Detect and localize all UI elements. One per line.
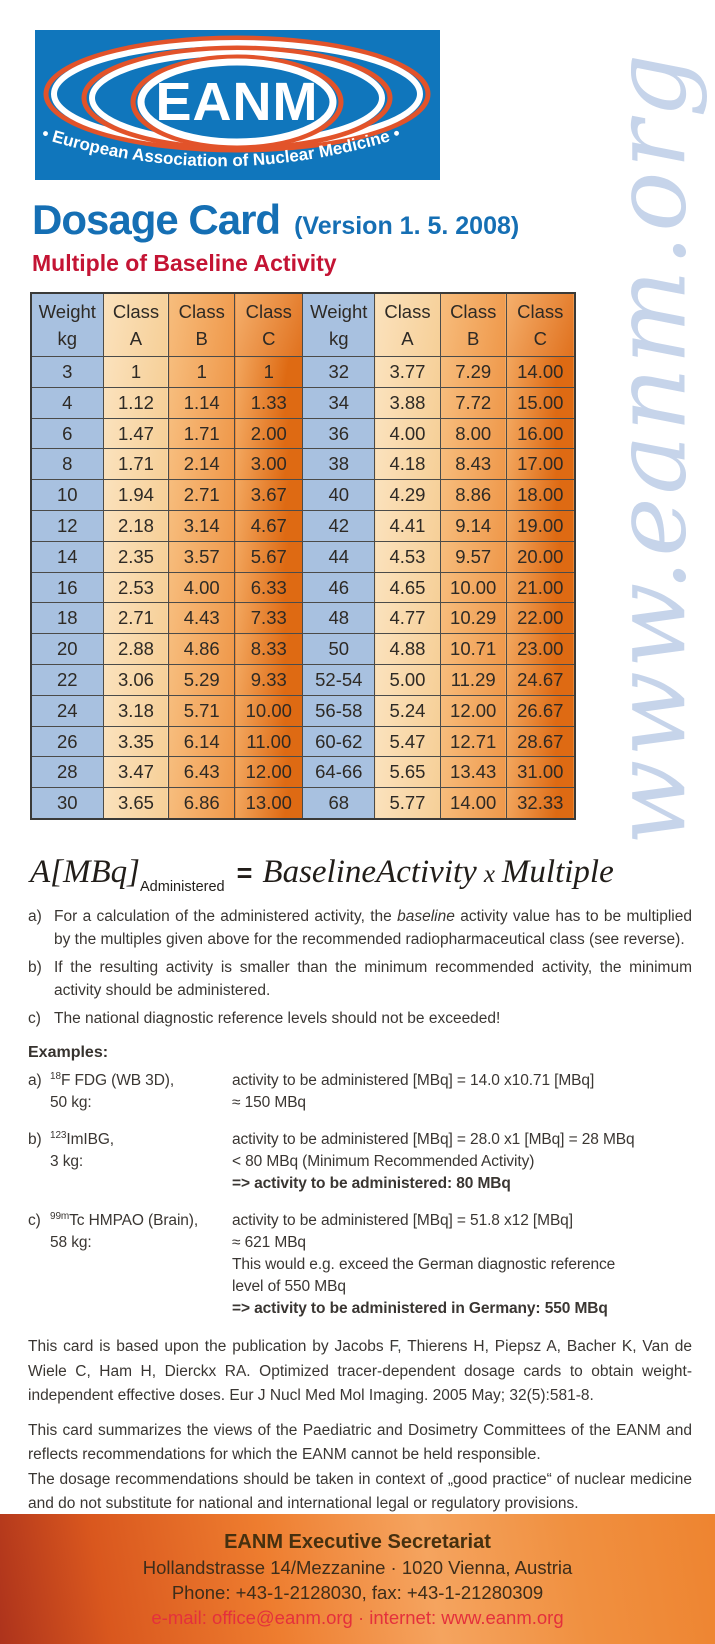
table-cell: 13.43	[440, 757, 506, 788]
example-label: a)	[28, 1072, 42, 1089]
notes-list	[28, 905, 692, 1030]
table-cell: 38	[303, 449, 375, 480]
table-cell: 40	[303, 480, 375, 511]
table-cell: 36	[303, 418, 375, 449]
page-title: Dosage Card	[32, 196, 281, 243]
table-cell: 18.00	[506, 480, 575, 511]
dosage-formula	[30, 854, 692, 895]
title-row	[32, 196, 519, 244]
table-cell: 7.72	[440, 387, 506, 418]
example-tracer: $^{99m}$Tc HMPAO (Brain), 58 kg:	[50, 1210, 232, 1320]
table-row	[31, 418, 575, 449]
table-row	[31, 357, 575, 388]
table-cell: 3.14	[169, 510, 235, 541]
table-cell: 26.67	[506, 695, 575, 726]
note-b	[28, 956, 692, 1002]
table-cell: 4.43	[169, 603, 235, 634]
table-cell: 4.88	[375, 634, 441, 665]
eanm-logo-text: EANM	[155, 72, 319, 132]
table-cell: 48	[303, 603, 375, 634]
table-cell: 10.00	[440, 572, 506, 603]
table-row	[31, 603, 575, 634]
example-calculation: activity to be administered [MBq] = 28.0 x1 [MBq] = 28 MBq < 80 MBq (Minimum Recommended Activity) => activity to be administered: 80 MBq	[232, 1131, 635, 1192]
note-c	[28, 1007, 692, 1030]
eanm-logo	[35, 30, 440, 180]
table-cell: 21.00	[506, 572, 575, 603]
table-cell: 60-62	[303, 726, 375, 757]
examples-heading: Examples:	[28, 1044, 109, 1061]
table-cell: 20.00	[506, 541, 575, 572]
table-cell: 2.88	[103, 634, 169, 665]
formula-lhs: A[MBq]	[30, 854, 140, 890]
table-cell: 3	[31, 357, 103, 388]
table-cell: 28	[31, 757, 103, 788]
table-cell: 3.77	[375, 357, 441, 388]
table-cell: 14.00	[506, 357, 575, 388]
table-cell: 10	[31, 480, 103, 511]
table-cell: 12.00	[440, 695, 506, 726]
column-header: Class B	[169, 293, 235, 357]
table-cell: 64-66	[303, 757, 375, 788]
table-cell: 4.77	[375, 603, 441, 634]
table-cell: 2.53	[103, 572, 169, 603]
disclaimer-paragraphs	[28, 1335, 692, 1517]
publication-reference: This card is based upon the publication by Jacobs F, Thierens H, Piepsz A, Bacher K, Van de Wiele C, Ham H, Dierckx RA. Optimized tracer-dependent dosage cards to obtain weight-independent effective doses. Eur J Nucl Med Mol Imaging. 2005 May; 32(5):581-8.	[28, 1338, 692, 1404]
table-cell: 17.00	[506, 449, 575, 480]
table-cell: 31.00	[506, 757, 575, 788]
table-cell: 4.18	[375, 449, 441, 480]
column-header: Class A	[103, 293, 169, 357]
footer	[0, 1514, 715, 1644]
example-b	[28, 1129, 692, 1195]
footer-address: Hollandstrasse 14/Mezzanine · 1020 Vienna, Austria	[142, 1557, 573, 1578]
table-cell: 5.77	[375, 788, 441, 819]
table-cell: 42	[303, 510, 375, 541]
table-cell: 1	[103, 357, 169, 388]
table-cell: 3.00	[235, 449, 303, 480]
watermark-url-text: www.eanm.org	[591, 50, 709, 846]
table-cell: 6.86	[169, 788, 235, 819]
footer-phone: Phone: +43-1-2128030, fax: +43-1-21280309	[171, 1582, 544, 1603]
table-cell: 6.14	[169, 726, 235, 757]
table-cell: 5.24	[375, 695, 441, 726]
table-cell: 4.41	[375, 510, 441, 541]
table-cell: 4.29	[375, 480, 441, 511]
eanm-logo-caption: • European Association of Nuclear Medicine •	[39, 123, 403, 171]
table-cell: 32	[303, 357, 375, 388]
table-cell: 5.67	[235, 541, 303, 572]
table-cell: 2.71	[103, 603, 169, 634]
table-cell: 4.65	[375, 572, 441, 603]
table-cell: 8.43	[440, 449, 506, 480]
table-cell: 7.33	[235, 603, 303, 634]
table-cell: 14.00	[440, 788, 506, 819]
formula-baseline-activity: BaselineActivity	[262, 854, 477, 890]
isotope-superscript: 99m	[50, 1210, 70, 1222]
table-cell: 9.33	[235, 664, 303, 695]
table-cell: 1.71	[169, 418, 235, 449]
column-header: Class C	[506, 293, 575, 357]
table-cell: 26	[31, 726, 103, 757]
lower-content	[28, 854, 692, 1517]
table-row	[31, 387, 575, 418]
table-cell: 3.67	[235, 480, 303, 511]
table-cell: 4.00	[375, 418, 441, 449]
footer-heading: EANM Executive Secretariat	[224, 1531, 491, 1553]
note-label: b)	[28, 959, 42, 976]
example-weight: 50 kg:	[50, 1094, 92, 1111]
table-cell: 23.00	[506, 634, 575, 665]
example-label: c)	[28, 1212, 41, 1229]
table-cell: 22.00	[506, 603, 575, 634]
formula-multiple: Multiple	[501, 854, 614, 890]
table-cell: 20	[31, 634, 103, 665]
table-cell: 12.71	[440, 726, 506, 757]
table-cell: 24.67	[506, 664, 575, 695]
table-cell: 34	[303, 387, 375, 418]
note-label: a)	[28, 908, 42, 925]
isotope-superscript: 123	[50, 1129, 67, 1141]
table-cell: 1.47	[103, 418, 169, 449]
table-cell: 13.00	[235, 788, 303, 819]
table-cell: 6.43	[169, 757, 235, 788]
table-cell: 24	[31, 695, 103, 726]
dosage-table-body	[31, 357, 575, 819]
table-cell: 3.57	[169, 541, 235, 572]
column-header: Class B	[440, 293, 506, 357]
table-cell: 3.65	[103, 788, 169, 819]
table-cell: 68	[303, 788, 375, 819]
formula-subscript: Administered	[140, 879, 225, 895]
column-header: Class C	[235, 293, 303, 357]
table-cell: 28.67	[506, 726, 575, 757]
table-cell: 4.00	[169, 572, 235, 603]
table-cell: 15.00	[506, 387, 575, 418]
table-cell: 6.33	[235, 572, 303, 603]
example-weight: 3 kg:	[50, 1153, 84, 1170]
example-label: b)	[28, 1131, 42, 1148]
table-cell: 5.71	[169, 695, 235, 726]
table-cell: 44	[303, 541, 375, 572]
note-text: If the resulting activity is smaller than the minimum recommended activity, the minimum activity should be administered.	[54, 959, 692, 999]
table-cell: 8.86	[440, 480, 506, 511]
table-cell: 22	[31, 664, 103, 695]
example-a	[28, 1070, 692, 1114]
table-cell: 52-54	[303, 664, 375, 695]
table-row	[31, 541, 575, 572]
table-cell: 3.35	[103, 726, 169, 757]
table-cell: 4	[31, 387, 103, 418]
column-header: Weight kg	[31, 293, 103, 357]
table-cell: 56-58	[303, 695, 375, 726]
table-row	[31, 634, 575, 665]
example-weight: 58 kg:	[50, 1234, 92, 1251]
table-cell: 9.57	[440, 541, 506, 572]
page-version: (Version 1. 5. 2008)	[294, 212, 520, 240]
committee-disclaimer: This card summarizes the views of the Paediatric and Dosimetry Committees of the EANM and reflects recommendations for which the EANM cannot be held responsible.	[28, 1421, 692, 1463]
table-cell: 2.71	[169, 480, 235, 511]
table-cell: 16	[31, 572, 103, 603]
good-practice-disclaimer: The dosage recommendations should be taken in context of „good practice“ of nuclear medicine and do not substitute for national and international legal or regulatory provisions.	[28, 1470, 692, 1512]
example-calculation: activity to be administered [MBq] = 51.8 x12 [MBq] ≈ 621 MBq This would e.g. exceed the German diagnostic reference level of 550 MBq => activity to be administered in Germany: 550 MBq	[232, 1212, 616, 1317]
table-cell: 11.00	[235, 726, 303, 757]
table-cell: 14	[31, 541, 103, 572]
column-header: Weight kg	[303, 293, 375, 357]
table-cell: 30	[31, 788, 103, 819]
table-cell: 8	[31, 449, 103, 480]
table-cell: 1.14	[169, 387, 235, 418]
table-row	[31, 664, 575, 695]
table-row	[31, 572, 575, 603]
example-c	[28, 1210, 692, 1320]
table-cell: 2.14	[169, 449, 235, 480]
table-cell: 1	[169, 357, 235, 388]
table-cell: 46	[303, 572, 375, 603]
eanm-logo-graphic	[35, 30, 440, 180]
example-tracer: $^{18}$F FDG (WB 3D), 50 kg:	[50, 1070, 232, 1114]
page-subtitle: Multiple of Baseline Activity	[32, 250, 337, 276]
table-cell: 10.71	[440, 634, 506, 665]
table-cell: 50	[303, 634, 375, 665]
table-cell: 2.18	[103, 510, 169, 541]
table-cell: 5.47	[375, 726, 441, 757]
dosage-table-wrap	[30, 292, 576, 820]
table-cell: 1.94	[103, 480, 169, 511]
table-row	[31, 726, 575, 757]
note-a	[28, 905, 692, 951]
table-cell: 3.47	[103, 757, 169, 788]
note-label: c)	[28, 1010, 41, 1027]
table-row	[31, 480, 575, 511]
table-cell: 3.18	[103, 695, 169, 726]
table-cell: 16.00	[506, 418, 575, 449]
table-cell: 1.33	[235, 387, 303, 418]
table-cell: 7.29	[440, 357, 506, 388]
table-cell: 10.29	[440, 603, 506, 634]
table-cell: 19.00	[506, 510, 575, 541]
table-cell: 1	[235, 357, 303, 388]
table-row	[31, 449, 575, 480]
table-cell: 5.29	[169, 664, 235, 695]
example-calculation: activity to be administered [MBq] = 14.0 x10.71 [MBq] ≈ 150 MBq	[232, 1072, 595, 1111]
dosage-table	[30, 292, 576, 820]
note-text: For a calculation of the administered activity, the baseline activity value has to be multiplied by the multiples given above for the recommended radiopharmaceutical class (see reverse).	[54, 908, 692, 948]
table-cell: 32.33	[506, 788, 575, 819]
formula-equals: =	[236, 858, 253, 888]
table-row	[31, 757, 575, 788]
table-cell: 2.35	[103, 541, 169, 572]
table-cell: 18	[31, 603, 103, 634]
example-tracer: $^{123}$ImIBG, 3 kg:	[50, 1129, 232, 1195]
table-cell: 4.53	[375, 541, 441, 572]
table-header-row	[31, 293, 575, 357]
note-text: The national diagnostic reference levels should not be exceeded!	[54, 1010, 501, 1027]
table-cell: 3.06	[103, 664, 169, 695]
table-cell: 12.00	[235, 757, 303, 788]
column-header: Class A	[375, 293, 441, 357]
table-row	[31, 788, 575, 819]
table-cell: 5.00	[375, 664, 441, 695]
table-cell: 3.88	[375, 387, 441, 418]
table-cell: 4.86	[169, 634, 235, 665]
table-row	[31, 510, 575, 541]
isotope-superscript: 18	[50, 1070, 61, 1082]
table-cell: 5.65	[375, 757, 441, 788]
table-cell: 2.00	[235, 418, 303, 449]
table-cell: 8.00	[440, 418, 506, 449]
table-cell: 12	[31, 510, 103, 541]
table-cell: 6	[31, 418, 103, 449]
table-cell: 10.00	[235, 695, 303, 726]
footer-email: e-mail: office@eanm.org · internet: www.eanm.org	[151, 1607, 564, 1628]
table-row	[31, 695, 575, 726]
table-cell: 1.12	[103, 387, 169, 418]
table-cell: 9.14	[440, 510, 506, 541]
table-cell: 8.33	[235, 634, 303, 665]
table-cell: 4.67	[235, 510, 303, 541]
table-cell: 11.29	[440, 664, 506, 695]
table-cell: 1.71	[103, 449, 169, 480]
formula-times: x	[483, 861, 495, 888]
